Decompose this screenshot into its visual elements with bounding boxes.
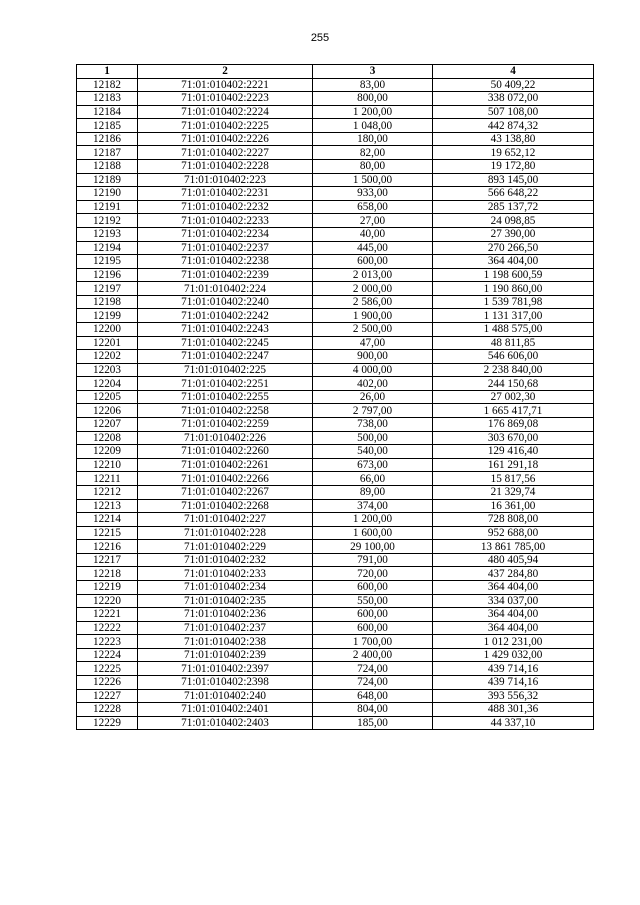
- cadastral-number-cell: 71:01:010402:223: [138, 173, 313, 187]
- table-row: [77, 227, 594, 241]
- value-cell: 19 172,80: [433, 160, 594, 174]
- cadastral-number-cell: 71:01:010402:2240: [138, 295, 313, 309]
- value-cell: 338 072,00: [433, 92, 594, 106]
- row-number-cell: 12193: [77, 227, 138, 241]
- table-row: [77, 295, 594, 309]
- cadastral-number-cell: 71:01:010402:226: [138, 431, 313, 445]
- cadastral-number-cell: 71:01:010402:240: [138, 689, 313, 703]
- area-cell: 2 797,00: [313, 404, 433, 418]
- cadastral-number-cell: 71:01:010402:232: [138, 553, 313, 567]
- cadastral-number-cell: 71:01:010402:233: [138, 567, 313, 581]
- row-number-cell: 12197: [77, 282, 138, 296]
- cadastral-number-cell: 71:01:010402:2237: [138, 241, 313, 255]
- area-cell: 80,00: [313, 160, 433, 174]
- row-number-cell: 12195: [77, 255, 138, 269]
- table-row: [77, 322, 594, 336]
- value-cell: 364 404,00: [433, 255, 594, 269]
- table-row: [77, 78, 594, 92]
- row-number-cell: 12216: [77, 540, 138, 554]
- area-cell: 600,00: [313, 580, 433, 594]
- row-number-cell: 12229: [77, 716, 138, 730]
- value-cell: 1 665 417,71: [433, 404, 594, 418]
- table-row: [77, 608, 594, 622]
- table-row: [77, 132, 594, 146]
- area-cell: 29 100,00: [313, 540, 433, 554]
- table-row: [77, 513, 594, 527]
- value-cell: 48 811,85: [433, 336, 594, 350]
- cadastral-number-cell: 71:01:010402:2247: [138, 350, 313, 364]
- table-row: [77, 621, 594, 635]
- area-cell: 47,00: [313, 336, 433, 350]
- row-number-cell: 12208: [77, 431, 138, 445]
- row-number-cell: 12189: [77, 173, 138, 187]
- table-header-row: [77, 65, 594, 79]
- cadastral-number-cell: 71:01:010402:227: [138, 513, 313, 527]
- cadastral-number-cell: 71:01:010402:2234: [138, 227, 313, 241]
- table-row: [77, 648, 594, 662]
- cadastral-number-cell: 71:01:010402:228: [138, 526, 313, 540]
- value-cell: 1 190 860,00: [433, 282, 594, 296]
- area-cell: 2 013,00: [313, 268, 433, 282]
- row-number-cell: 12192: [77, 214, 138, 228]
- value-cell: 364 404,00: [433, 580, 594, 594]
- table-row: [77, 200, 594, 214]
- value-cell: 285 137,72: [433, 200, 594, 214]
- table-row: [77, 703, 594, 717]
- row-number-cell: 12201: [77, 336, 138, 350]
- row-number-cell: 12228: [77, 703, 138, 717]
- cadastral-number-cell: 71:01:010402:237: [138, 621, 313, 635]
- area-cell: 724,00: [313, 676, 433, 690]
- table-row: [77, 540, 594, 554]
- area-cell: 1 200,00: [313, 513, 433, 527]
- table-body: [77, 78, 594, 730]
- value-cell: 176 869,08: [433, 418, 594, 432]
- cadastral-number-cell: 71:01:010402:2227: [138, 146, 313, 160]
- row-number-cell: 12211: [77, 472, 138, 486]
- table-row: [77, 567, 594, 581]
- cadastral-number-cell: 71:01:010402:229: [138, 540, 313, 554]
- value-cell: 129 416,40: [433, 445, 594, 459]
- value-cell: 161 291,18: [433, 458, 594, 472]
- table-row: [77, 418, 594, 432]
- area-cell: 738,00: [313, 418, 433, 432]
- table-row: [77, 676, 594, 690]
- value-cell: 19 652,12: [433, 146, 594, 160]
- row-number-cell: 12187: [77, 146, 138, 160]
- cadastral-number-cell: 71:01:010402:2221: [138, 78, 313, 92]
- value-cell: 1 198 600,59: [433, 268, 594, 282]
- row-number-cell: 12182: [77, 78, 138, 92]
- table-row: [77, 716, 594, 730]
- value-cell: 488 301,36: [433, 703, 594, 717]
- value-cell: 728 808,00: [433, 513, 594, 527]
- area-cell: 1 048,00: [313, 119, 433, 133]
- area-cell: 89,00: [313, 485, 433, 499]
- cadastral-number-cell: 71:01:010402:2232: [138, 200, 313, 214]
- value-cell: 50 409,22: [433, 78, 594, 92]
- cadastral-number-cell: 71:01:010402:2242: [138, 309, 313, 323]
- table-row: [77, 282, 594, 296]
- cadastral-number-cell: 71:01:010402:2251: [138, 377, 313, 391]
- table-row: [77, 445, 594, 459]
- table-row: [77, 119, 594, 133]
- area-cell: 180,00: [313, 132, 433, 146]
- area-cell: 720,00: [313, 567, 433, 581]
- table-row: [77, 594, 594, 608]
- value-cell: 439 714,16: [433, 662, 594, 676]
- cadastral-number-cell: 71:01:010402:2268: [138, 499, 313, 513]
- area-cell: 83,00: [313, 78, 433, 92]
- value-cell: 1 429 032,00: [433, 648, 594, 662]
- cadastral-number-cell: 71:01:010402:235: [138, 594, 313, 608]
- table-row: [77, 458, 594, 472]
- table-row: [77, 350, 594, 364]
- row-number-cell: 12215: [77, 526, 138, 540]
- value-cell: 480 405,94: [433, 553, 594, 567]
- cadastral-number-cell: 71:01:010402:2231: [138, 187, 313, 201]
- value-cell: 893 145,00: [433, 173, 594, 187]
- area-cell: 800,00: [313, 92, 433, 106]
- table-row: [77, 499, 594, 513]
- cadastral-number-cell: 71:01:010402:2403: [138, 716, 313, 730]
- column-header-4: 4: [433, 65, 594, 79]
- area-cell: 445,00: [313, 241, 433, 255]
- cadastral-number-cell: 71:01:010402:236: [138, 608, 313, 622]
- table-row: [77, 526, 594, 540]
- cadastral-number-cell: 71:01:010402:2239: [138, 268, 313, 282]
- cadastral-number-cell: 71:01:010402:2255: [138, 390, 313, 404]
- cadastral-number-cell: 71:01:010402:2233: [138, 214, 313, 228]
- cadastral-number-cell: 71:01:010402:2238: [138, 255, 313, 269]
- area-cell: 658,00: [313, 200, 433, 214]
- value-cell: 16 361,00: [433, 499, 594, 513]
- area-cell: 600,00: [313, 608, 433, 622]
- value-cell: 244 150,68: [433, 377, 594, 391]
- area-cell: 1 200,00: [313, 105, 433, 119]
- cadastral-number-cell: 71:01:010402:224: [138, 282, 313, 296]
- value-cell: 27 390,00: [433, 227, 594, 241]
- area-cell: 374,00: [313, 499, 433, 513]
- row-number-cell: 12219: [77, 580, 138, 594]
- value-cell: 1 012 231,00: [433, 635, 594, 649]
- table-row: [77, 187, 594, 201]
- row-number-cell: 12186: [77, 132, 138, 146]
- row-number-cell: 12184: [77, 105, 138, 119]
- table-row: [77, 105, 594, 119]
- value-cell: 546 606,00: [433, 350, 594, 364]
- value-cell: 13 861 785,00: [433, 540, 594, 554]
- area-cell: 673,00: [313, 458, 433, 472]
- area-cell: 2 400,00: [313, 648, 433, 662]
- row-number-cell: 12202: [77, 350, 138, 364]
- row-number-cell: 12209: [77, 445, 138, 459]
- row-number-cell: 12203: [77, 363, 138, 377]
- row-number-cell: 12205: [77, 390, 138, 404]
- value-cell: 1 539 781,98: [433, 295, 594, 309]
- cadastral-number-cell: 71:01:010402:239: [138, 648, 313, 662]
- column-header-1: 1: [77, 65, 138, 79]
- row-number-cell: 12194: [77, 241, 138, 255]
- cadastral-number-cell: 71:01:010402:2261: [138, 458, 313, 472]
- value-cell: 439 714,16: [433, 676, 594, 690]
- row-number-cell: 12223: [77, 635, 138, 649]
- value-cell: 437 284,80: [433, 567, 594, 581]
- cadastral-number-cell: 71:01:010402:2223: [138, 92, 313, 106]
- row-number-cell: 12222: [77, 621, 138, 635]
- row-number-cell: 12196: [77, 268, 138, 282]
- table-row: [77, 404, 594, 418]
- cadastral-number-cell: 71:01:010402:2224: [138, 105, 313, 119]
- area-cell: 402,00: [313, 377, 433, 391]
- area-cell: 40,00: [313, 227, 433, 241]
- table-row: [77, 580, 594, 594]
- row-number-cell: 12225: [77, 662, 138, 676]
- cadastral-number-cell: 71:01:010402:234: [138, 580, 313, 594]
- area-cell: 1 900,00: [313, 309, 433, 323]
- value-cell: 442 874,32: [433, 119, 594, 133]
- table-row: [77, 214, 594, 228]
- table-row: [77, 309, 594, 323]
- row-number-cell: 12221: [77, 608, 138, 622]
- cadastral-number-cell: 71:01:010402:2258: [138, 404, 313, 418]
- table-row: [77, 173, 594, 187]
- table-row: [77, 635, 594, 649]
- area-cell: 66,00: [313, 472, 433, 486]
- cadastral-number-cell: 71:01:010402:2259: [138, 418, 313, 432]
- value-cell: 507 108,00: [433, 105, 594, 119]
- row-number-cell: 12213: [77, 499, 138, 513]
- value-cell: 43 138,80: [433, 132, 594, 146]
- cadastral-number-cell: 71:01:010402:2397: [138, 662, 313, 676]
- area-cell: 804,00: [313, 703, 433, 717]
- area-cell: 933,00: [313, 187, 433, 201]
- area-cell: 900,00: [313, 350, 433, 364]
- value-cell: 21 329,74: [433, 485, 594, 499]
- value-cell: 1 131 317,00: [433, 309, 594, 323]
- value-cell: 364 404,00: [433, 621, 594, 635]
- cadastral-number-cell: 71:01:010402:2266: [138, 472, 313, 486]
- table-row: [77, 146, 594, 160]
- row-number-cell: 12190: [77, 187, 138, 201]
- table-row: [77, 472, 594, 486]
- value-cell: 952 688,00: [433, 526, 594, 540]
- area-cell: 82,00: [313, 146, 433, 160]
- area-cell: 600,00: [313, 255, 433, 269]
- area-cell: 185,00: [313, 716, 433, 730]
- table-row: [77, 268, 594, 282]
- row-number-cell: 12214: [77, 513, 138, 527]
- area-cell: 26,00: [313, 390, 433, 404]
- table-row: [77, 431, 594, 445]
- value-cell: 270 266,50: [433, 241, 594, 255]
- value-cell: 24 098,85: [433, 214, 594, 228]
- table-row: [77, 553, 594, 567]
- value-cell: 303 670,00: [433, 431, 594, 445]
- table-row: [77, 255, 594, 269]
- value-cell: 334 037,00: [433, 594, 594, 608]
- row-number-cell: 12188: [77, 160, 138, 174]
- table-row: [77, 689, 594, 703]
- value-cell: 44 337,10: [433, 716, 594, 730]
- area-cell: 1 700,00: [313, 635, 433, 649]
- table-row: [77, 160, 594, 174]
- value-cell: 15 817,56: [433, 472, 594, 486]
- value-cell: 393 556,32: [433, 689, 594, 703]
- cadastral-number-cell: 71:01:010402:2260: [138, 445, 313, 459]
- row-number-cell: 12183: [77, 92, 138, 106]
- row-number-cell: 12217: [77, 553, 138, 567]
- row-number-cell: 12191: [77, 200, 138, 214]
- area-cell: 600,00: [313, 621, 433, 635]
- table-row: [77, 363, 594, 377]
- row-number-cell: 12204: [77, 377, 138, 391]
- cadastral-number-cell: 71:01:010402:2243: [138, 322, 313, 336]
- value-cell: 1 488 575,00: [433, 322, 594, 336]
- column-header-2: 2: [138, 65, 313, 79]
- cadastral-number-cell: 71:01:010402:2228: [138, 160, 313, 174]
- row-number-cell: 12212: [77, 485, 138, 499]
- area-cell: 1 500,00: [313, 173, 433, 187]
- row-number-cell: 12185: [77, 119, 138, 133]
- area-cell: 550,00: [313, 594, 433, 608]
- row-number-cell: 12207: [77, 418, 138, 432]
- area-cell: 4 000,00: [313, 363, 433, 377]
- area-cell: 500,00: [313, 431, 433, 445]
- cadastral-number-cell: 71:01:010402:2401: [138, 703, 313, 717]
- cadastral-number-cell: 71:01:010402:2225: [138, 119, 313, 133]
- area-cell: 2 500,00: [313, 322, 433, 336]
- area-cell: 27,00: [313, 214, 433, 228]
- row-number-cell: 12206: [77, 404, 138, 418]
- area-cell: 2 586,00: [313, 295, 433, 309]
- column-header-3: 3: [313, 65, 433, 79]
- cadastral-number-cell: 71:01:010402:2245: [138, 336, 313, 350]
- area-cell: 791,00: [313, 553, 433, 567]
- cadastral-number-cell: 71:01:010402:2398: [138, 676, 313, 690]
- value-cell: 27 002,30: [433, 390, 594, 404]
- row-number-cell: 12200: [77, 322, 138, 336]
- table-row: [77, 485, 594, 499]
- value-cell: 566 648,22: [433, 187, 594, 201]
- table-row: [77, 92, 594, 106]
- row-number-cell: 12198: [77, 295, 138, 309]
- table-row: [77, 390, 594, 404]
- row-number-cell: 12210: [77, 458, 138, 472]
- area-cell: 540,00: [313, 445, 433, 459]
- row-number-cell: 12224: [77, 648, 138, 662]
- value-cell: 364 404,00: [433, 608, 594, 622]
- land-parcel-table: [76, 64, 594, 730]
- table-row: [77, 662, 594, 676]
- cadastral-number-cell: 71:01:010402:238: [138, 635, 313, 649]
- area-cell: 724,00: [313, 662, 433, 676]
- table-row: [77, 377, 594, 391]
- row-number-cell: 12218: [77, 567, 138, 581]
- cadastral-number-cell: 71:01:010402:2267: [138, 485, 313, 499]
- table-row: [77, 241, 594, 255]
- area-cell: 1 600,00: [313, 526, 433, 540]
- area-cell: 648,00: [313, 689, 433, 703]
- table-row: [77, 336, 594, 350]
- row-number-cell: 12226: [77, 676, 138, 690]
- page-number: 255: [310, 32, 330, 44]
- row-number-cell: 12227: [77, 689, 138, 703]
- cadastral-number-cell: 71:01:010402:225: [138, 363, 313, 377]
- cadastral-number-cell: 71:01:010402:2226: [138, 132, 313, 146]
- row-number-cell: 12220: [77, 594, 138, 608]
- row-number-cell: 12199: [77, 309, 138, 323]
- area-cell: 2 000,00: [313, 282, 433, 296]
- value-cell: 2 238 840,00: [433, 363, 594, 377]
